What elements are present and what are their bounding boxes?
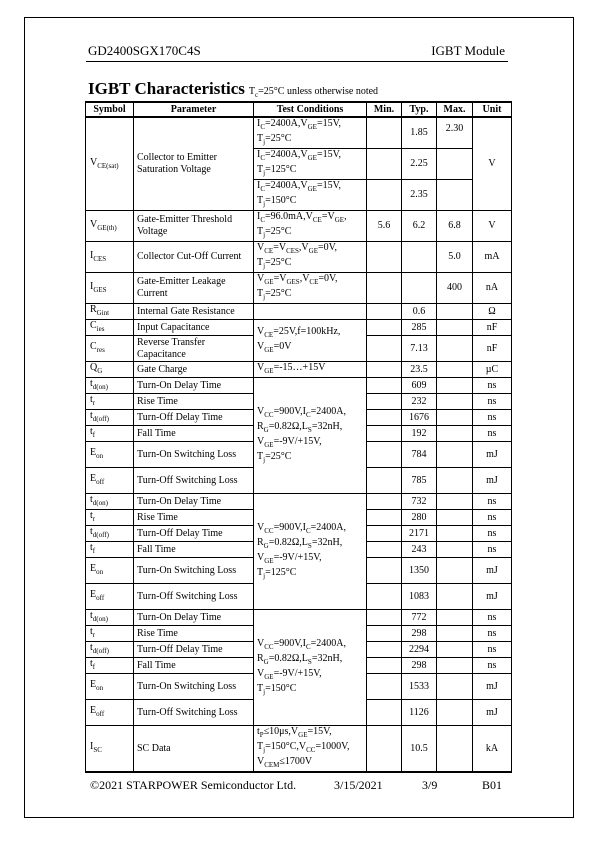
unit-ices: mA — [473, 242, 512, 273]
cell — [367, 494, 402, 510]
footer-date: 3/15/2021 — [334, 778, 383, 792]
part-number: GD2400SGX170C4S — [88, 43, 201, 58]
typ-tf-150: 298 — [402, 658, 437, 674]
cell — [437, 542, 473, 558]
cell — [367, 378, 402, 394]
symbol-vgeth: $V_{GE(th)}$ — [86, 211, 134, 242]
cell — [437, 426, 473, 442]
cell — [367, 542, 402, 558]
unit-ns: ns — [473, 526, 512, 542]
unit-vcesat: V — [473, 117, 512, 211]
param-ices: Collector Cut-Off Current — [134, 242, 254, 273]
cell — [367, 394, 402, 410]
typ-eon-150: 1533 — [402, 674, 437, 700]
cell — [437, 674, 473, 700]
table-row — [86, 304, 512, 320]
unit-ns: ns — [473, 642, 512, 658]
symbol-eoff: $E_{off}$ — [86, 468, 134, 494]
symbol-tdoff: $t_{d(off)}$ — [86, 526, 134, 542]
symbol-tr: $t_r$ — [86, 626, 134, 642]
footer-rev: B01 — [482, 778, 503, 792]
typ-rgint: 0.6 — [402, 304, 437, 320]
typ-tr-25: 232 — [402, 394, 437, 410]
symbol-tf: $t_f$ — [86, 658, 134, 674]
typ-vcesat-25: 1.85 — [402, 117, 437, 149]
cell — [367, 242, 402, 273]
typ-cres: 7.13 — [402, 336, 437, 362]
col-unit: Unit — [473, 102, 512, 117]
cell — [437, 658, 473, 674]
table-row — [86, 117, 512, 149]
unit-ns: ns — [473, 542, 512, 558]
table-row — [86, 378, 512, 394]
symbol-tf: $t_f$ — [86, 426, 134, 442]
tc-switching-150: $V_{CC}=900V,I_C=2400A$, $R_G=0.82\Omega,L_S=32nH$, $V_{GE}=-9V/+15V$, $T_j=150^\circ C$ — [254, 610, 367, 726]
table-header-row — [86, 102, 512, 117]
cell — [437, 362, 473, 378]
symbol-ices: $I_{CES}$ — [86, 242, 134, 273]
table-row — [86, 362, 512, 378]
cell — [437, 394, 473, 410]
symbol-tdon: $t_{d(on)}$ — [86, 494, 134, 510]
cell — [367, 442, 402, 468]
typ-tf-25: 192 — [402, 426, 437, 442]
cell — [254, 304, 367, 320]
unit-ns: ns — [473, 394, 512, 410]
footer-copyright: ©2021 STARPOWER Semiconductor Ltd. — [90, 778, 297, 792]
cell — [437, 642, 473, 658]
unit-ns: ns — [473, 378, 512, 394]
symbol-tdoff: $t_{d(off)}$ — [86, 642, 134, 658]
typ-tdoff-25: 1676 — [402, 410, 437, 426]
col-min: Min. — [367, 102, 402, 117]
cell — [367, 526, 402, 542]
tc-switching-125: $V_{CC}=900V,I_C=2400A$, $R_G=0.82\Omega,L_S=32nH$, $V_{GE}=-9V/+15V$, $T_j=125^\circ C$ — [254, 494, 367, 610]
section-title-text: IGBT Characteristics — [88, 79, 245, 98]
section-title — [88, 79, 378, 99]
cell — [402, 242, 437, 273]
cell — [367, 468, 402, 494]
max-iges: 400 — [437, 273, 473, 304]
tc-qg: $V_{GE}=-15\dots+15V$ — [254, 362, 367, 378]
param-tdon: Turn-On Delay Time — [134, 494, 254, 510]
typ-tdon-25: 609 — [402, 378, 437, 394]
symbol-vcesat: $V_{CE(sat)}$ — [86, 117, 134, 211]
symbol-isc: $I_{SC}$ — [86, 726, 134, 773]
cell — [437, 558, 473, 584]
col-max: Max. — [437, 102, 473, 117]
cell — [367, 558, 402, 584]
param-tr: Rise Time — [134, 510, 254, 526]
max-ices: 5.0 — [437, 242, 473, 273]
param-rgint: Internal Gate Resistance — [134, 304, 254, 320]
table-row — [86, 242, 512, 273]
cell — [367, 180, 402, 211]
unit-cres: nF — [473, 336, 512, 362]
cell — [367, 700, 402, 726]
cell — [437, 410, 473, 426]
symbol-eon: $E_{on}$ — [86, 558, 134, 584]
typ-qg: 23.5 — [402, 362, 437, 378]
param-tdoff: Turn-Off Delay Time — [134, 642, 254, 658]
param-tdoff: Turn-Off Delay Time — [134, 410, 254, 426]
typ-vcesat-125: 2.25 — [402, 149, 437, 180]
cell — [367, 510, 402, 526]
unit-ns: ns — [473, 658, 512, 674]
param-tf: Fall Time — [134, 658, 254, 674]
unit-qg: µC — [473, 362, 512, 378]
typ-tdon-125: 732 — [402, 494, 437, 510]
typ-eon-125: 1350 — [402, 558, 437, 584]
symbol-qg: $Q_G$ — [86, 362, 134, 378]
typ-tdoff-125: 2171 — [402, 526, 437, 542]
unit-ns: ns — [473, 410, 512, 426]
table-row — [86, 273, 512, 304]
unit-rgint: Ω — [473, 304, 512, 320]
param-tdoff: Turn-Off Delay Time — [134, 526, 254, 542]
param-vcesat: Collector to Emitter Saturation Voltage — [134, 117, 254, 211]
max-vgeth: 6.8 — [437, 211, 473, 242]
symbol-eoff: $E_{off}$ — [86, 700, 134, 726]
cell — [437, 320, 473, 336]
typ-tdon-150: 772 — [402, 610, 437, 626]
cell — [367, 674, 402, 700]
symbol-eon: $E_{on}$ — [86, 674, 134, 700]
symbol-tdon: $t_{d(on)}$ — [86, 610, 134, 626]
symbol-tdon: $t_{d(on)}$ — [86, 378, 134, 394]
param-eoff: Turn-Off Switching Loss — [134, 700, 254, 726]
typ-eon-25: 784 — [402, 442, 437, 468]
param-cies: Input Capacitance — [134, 320, 254, 336]
typ-tr-150: 298 — [402, 626, 437, 642]
typ-tdoff-150: 2294 — [402, 642, 437, 658]
unit-mj: mJ — [473, 468, 512, 494]
header-divider — [86, 61, 508, 62]
typ-tr-125: 280 — [402, 510, 437, 526]
param-eon: Turn-On Switching Loss — [134, 674, 254, 700]
unit-mj: mJ — [473, 558, 512, 584]
param-vgeth: Gate-Emitter Threshold Voltage — [134, 211, 254, 242]
symbol-tr: $t_r$ — [86, 394, 134, 410]
cell — [437, 442, 473, 468]
symbol-eon: $E_{on}$ — [86, 442, 134, 468]
symbol-rgint: $R_{Gint}$ — [86, 304, 134, 320]
cell — [367, 584, 402, 610]
unit-mj: mJ — [473, 584, 512, 610]
min-vgeth: 5.6 — [367, 211, 402, 242]
cell — [437, 304, 473, 320]
unit-ns: ns — [473, 426, 512, 442]
symbol-eoff: $E_{off}$ — [86, 584, 134, 610]
cell — [402, 273, 437, 304]
param-tdon: Turn-On Delay Time — [134, 610, 254, 626]
unit-cies: nF — [473, 320, 512, 336]
cell — [367, 410, 402, 426]
section-condition: $T_c=25^\circ C$ unless otherwise noted — [248, 86, 379, 99]
typ-eoff-25: 785 — [402, 468, 437, 494]
table-row — [86, 320, 512, 336]
tc-isc: $t_P\le 10\mu s,V_{GE}=15V$, $T_j=150^\circ C,V_{CC}=1000V$, $V_{CEM}\le 1700V$ — [254, 726, 367, 773]
param-qg: Gate Charge — [134, 362, 254, 378]
cell — [437, 726, 473, 773]
tc-vcesat-125: $I_C=2400A,V_{GE}=15V$, $T_j=125^\circ C$ — [254, 149, 367, 180]
symbol-tr: $t_r$ — [86, 510, 134, 526]
cell — [367, 626, 402, 642]
cell — [437, 700, 473, 726]
cell — [437, 378, 473, 394]
typ-vgeth: 6.2 — [402, 211, 437, 242]
typ-eoff-125: 1083 — [402, 584, 437, 610]
unit-iges: nA — [473, 273, 512, 304]
cell — [367, 642, 402, 658]
param-eon: Turn-On Switching Loss — [134, 558, 254, 584]
unit-isc: kA — [473, 726, 512, 773]
col-test-conditions: Test Conditions — [254, 102, 367, 117]
cell — [367, 658, 402, 674]
unit-ns: ns — [473, 610, 512, 626]
tc-vcesat-150: $I_C=2400A,V_{GE}=15V$, $T_j=150^\circ C$ — [254, 180, 367, 211]
param-tdon: Turn-On Delay Time — [134, 378, 254, 394]
igbt-characteristics-table — [85, 101, 512, 773]
cell — [437, 610, 473, 626]
param-isc: SC Data — [134, 726, 254, 773]
symbol-tf: $t_f$ — [86, 542, 134, 558]
unit-vgeth: V — [473, 211, 512, 242]
typ-cies: 285 — [402, 320, 437, 336]
cell — [367, 117, 402, 149]
cell — [437, 494, 473, 510]
cell — [437, 584, 473, 610]
cell — [437, 526, 473, 542]
table-row — [86, 610, 512, 626]
cell — [437, 468, 473, 494]
cell — [437, 180, 473, 211]
param-tf: Fall Time — [134, 426, 254, 442]
cell — [367, 426, 402, 442]
col-symbol: Symbol — [86, 102, 134, 117]
typ-vcesat-150: 2.35 — [402, 180, 437, 211]
symbol-cies: $C_{ies}$ — [86, 320, 134, 336]
unit-ns: ns — [473, 494, 512, 510]
unit-ns: ns — [473, 510, 512, 526]
cell — [437, 149, 473, 180]
cell — [367, 362, 402, 378]
unit-mj: mJ — [473, 700, 512, 726]
param-eoff: Turn-Off Switching Loss — [134, 468, 254, 494]
tc-vcesat-25: $I_C=2400A,V_{GE}=15V$, $T_j=25^\circ C$ — [254, 117, 367, 149]
module-type: IGBT Module — [431, 43, 505, 58]
cell — [367, 336, 402, 362]
cell — [367, 320, 402, 336]
symbol-cres: $C_{res}$ — [86, 336, 134, 362]
unit-mj: mJ — [473, 674, 512, 700]
unit-mj: mJ — [473, 442, 512, 468]
unit-ns: ns — [473, 626, 512, 642]
col-typ: Typ. — [402, 102, 437, 117]
cell — [367, 149, 402, 180]
max-vcesat-25: 2.30 — [437, 117, 473, 149]
param-iges: Gate-Emitter Leakage Current — [134, 273, 254, 304]
tc-ices: $V_{CE}=V_{CES},V_{GE}=0V$, $T_j=25^\circ C$ — [254, 242, 367, 273]
param-tf: Fall Time — [134, 542, 254, 558]
tc-iges: $V_{GE}=V_{GES},V_{CE}=0V$, $T_j=25^\circ C$ — [254, 273, 367, 304]
symbol-tdoff: $t_{d(off)}$ — [86, 410, 134, 426]
cell — [437, 626, 473, 642]
tc-switching-25: $V_{CC}=900V,I_C=2400A$, $R_G=0.82\Omega,L_S=32nH$, $V_{GE}=-9V/+15V$, $T_j=25^\circ C$ — [254, 378, 367, 494]
param-eon: Turn-On Switching Loss — [134, 442, 254, 468]
param-tr: Rise Time — [134, 394, 254, 410]
tc-capacitance: $V_{CE}=25V,f=100kHz$, $V_{GE}=0V$ — [254, 320, 367, 362]
typ-isc: 10.5 — [402, 726, 437, 773]
table-row — [86, 726, 512, 773]
tc-vgeth: $I_C=96.0mA,V_{CE}=V_{GE}$, $T_j=25^\circ C$ — [254, 211, 367, 242]
symbol-iges: $I_{GES}$ — [86, 273, 134, 304]
param-tr: Rise Time — [134, 626, 254, 642]
cell — [367, 304, 402, 320]
cell — [437, 510, 473, 526]
table-row — [86, 211, 512, 242]
table-row — [86, 494, 512, 510]
typ-eoff-150: 1126 — [402, 700, 437, 726]
cell — [437, 336, 473, 362]
param-cres: Reverse Transfer Capacitance — [134, 336, 254, 362]
cell — [367, 273, 402, 304]
col-parameter: Parameter — [134, 102, 254, 117]
footer-page: 3/9 — [422, 778, 438, 792]
param-eoff: Turn-Off Switching Loss — [134, 584, 254, 610]
cell — [367, 726, 402, 773]
cell — [367, 610, 402, 626]
typ-tf-125: 243 — [402, 542, 437, 558]
